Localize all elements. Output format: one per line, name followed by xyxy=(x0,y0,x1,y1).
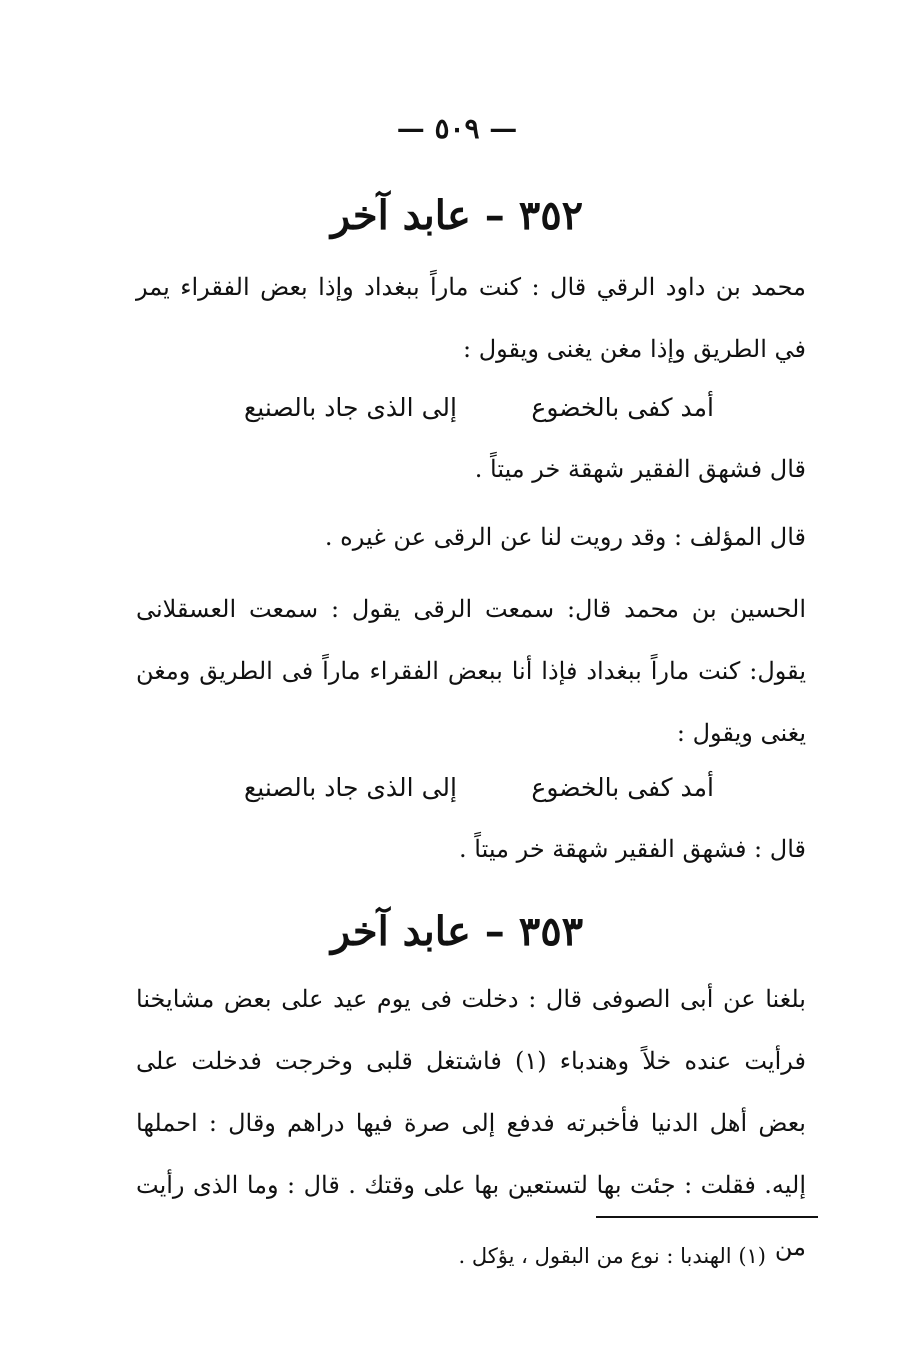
section-heading-353: ٣٥٣ – عابد آخر xyxy=(330,908,584,955)
verse-1 xyxy=(244,388,714,428)
section-352-second-account: الحسين بن محمد قال: سمعت الرقى يقول : سمعت العسقلانى يقول: كنت ماراً ببغداد فإذا أنا ببعض الفقراء ماراً فى الطريق ومغن يغنى ويقول : xyxy=(136,595,806,747)
footnote: (١) الهندبا : نوع من البقول ، يؤكل . xyxy=(458,1244,766,1268)
page-number: — ٥٠٩ — xyxy=(396,112,518,145)
verse-2 xyxy=(244,768,714,808)
section-352-after-verse-1: قال فشهق الفقير شهقة خر ميتاً . xyxy=(474,455,806,483)
verse-1-first-hemistich: أمد كفى بالخضوع xyxy=(531,393,714,422)
author-note: قال المؤلف : وقد رويت لنا عن الرقى عن غيره . xyxy=(324,523,806,551)
section-352-intro: محمد بن داود الرقي قال : كنت ماراً ببغداد وإذا بعض الفقراء يمر في الطريق وإذا مغن يغنى ويقول : xyxy=(136,273,806,363)
section-heading-352: ٣٥٢ – عابد آخر xyxy=(330,192,584,239)
verse-1-second-hemistich: إلى الذى جاد بالصنيع xyxy=(244,393,457,422)
verse-2-second-hemistich: إلى الذى جاد بالصنيع xyxy=(244,773,457,802)
section-353-body: بلغنا عن أبى الصوفى قال : دخلت فى يوم عيد على بعض مشايخنا فرأيت عنده خلاً وهندباء (١) فاشتغل قلبى وخرجت فدخلت على بعض أهل الدنيا فأخبرته فدفع إلى صرة فيها دراهم وقال : احملها إليه. فقلت : جئت بها لتستعين بها على وقتك . قال : وما الذى رأيت من xyxy=(136,985,807,1261)
section-352-after-verse-2: قال : فشهق الفقير شهقة خر ميتاً . xyxy=(459,835,806,863)
footnote-divider xyxy=(596,1216,818,1218)
verse-2-first-hemistich: أمد كفى بالخضوع xyxy=(531,773,714,802)
